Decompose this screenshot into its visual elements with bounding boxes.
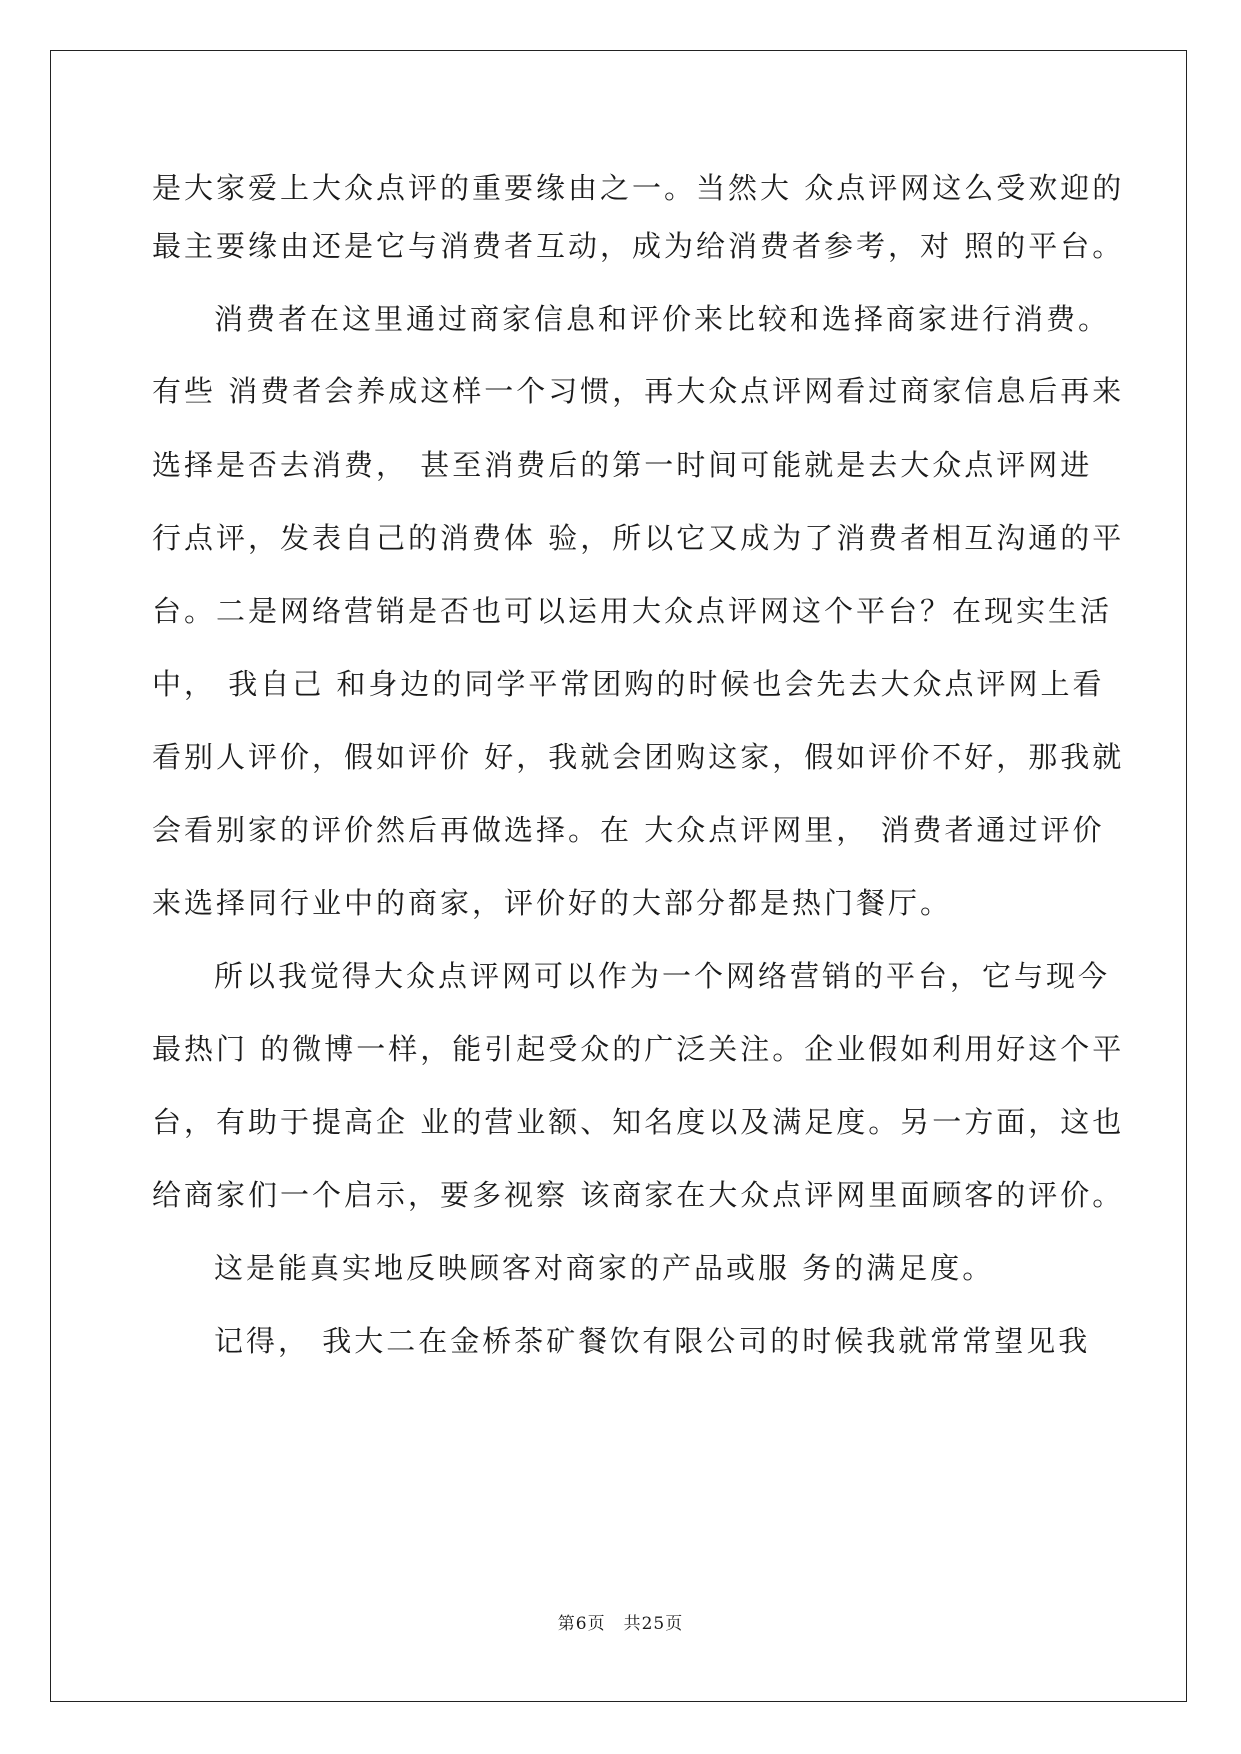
body-line-17: 记得， 我大二在金桥茶矿餐饮有限公司的时候我就常常望见我 (214, 1324, 1091, 1358)
page-border (50, 50, 1187, 1702)
page-number-footer: 第6页 共25页 (557, 1614, 684, 1634)
body-line-11: 来选择同行业中的商家，评价好的大部分都是热门餐厅。 (152, 886, 953, 920)
body-line-2: 最主要缘由还是它与消费者互动，成为给消费者参考，对 照的平台。 (152, 229, 1125, 263)
body-line-14: 台，有助于提高企 业的营业额、知名度以及满足度。另一方面，这也 (152, 1105, 1125, 1139)
body-line-9: 看别人评价，假如评价 好，我就会团购这家，假如评价不好，那我就 (152, 740, 1125, 774)
body-line-10: 会看别家的评价然后再做选择。在 大众点评网里， 消费者通过评价 (152, 813, 1105, 847)
body-line-6: 行点评，发表自己的消费体 验，所以它又成为了消费者相互沟通的平 (152, 521, 1125, 555)
body-line-7: 台。二是网络营销是否也可以运用大众点评网这个平台？在现实生活 (152, 594, 1113, 628)
body-line-16: 这是能真实地反映顾客对商家的产品或服 务的满足度。 (214, 1251, 995, 1285)
body-line-3: 消费者在这里通过商家信息和评价来比较和选择商家进行消费。 (214, 302, 1111, 336)
body-line-5: 选择是否去消费， 甚至消费后的第一时间可能就是去大众点评网进 (152, 448, 1093, 482)
body-line-8: 中， 我自己 和身边的同学平常团购的时候也会先去大众点评网上看 (152, 667, 1105, 701)
body-line-13: 最热门 的微博一样，能引起受众的广泛关注。企业假如利用好这个平 (152, 1032, 1125, 1066)
body-line-1: 是大家爱上大众点评的重要缘由之一。当然大 众点评网这么受欢迎的 (152, 171, 1125, 205)
body-line-4: 有些 消费者会养成这样一个习惯，再大众点评网看过商家信息后再来 (152, 374, 1125, 408)
body-line-12: 所以我觉得大众点评网可以作为一个网络营销的平台，它与现今 (214, 959, 1111, 993)
body-line-15: 给商家们一个启示，要多视察 该商家在大众点评网里面顾客的评价。 (152, 1178, 1125, 1212)
